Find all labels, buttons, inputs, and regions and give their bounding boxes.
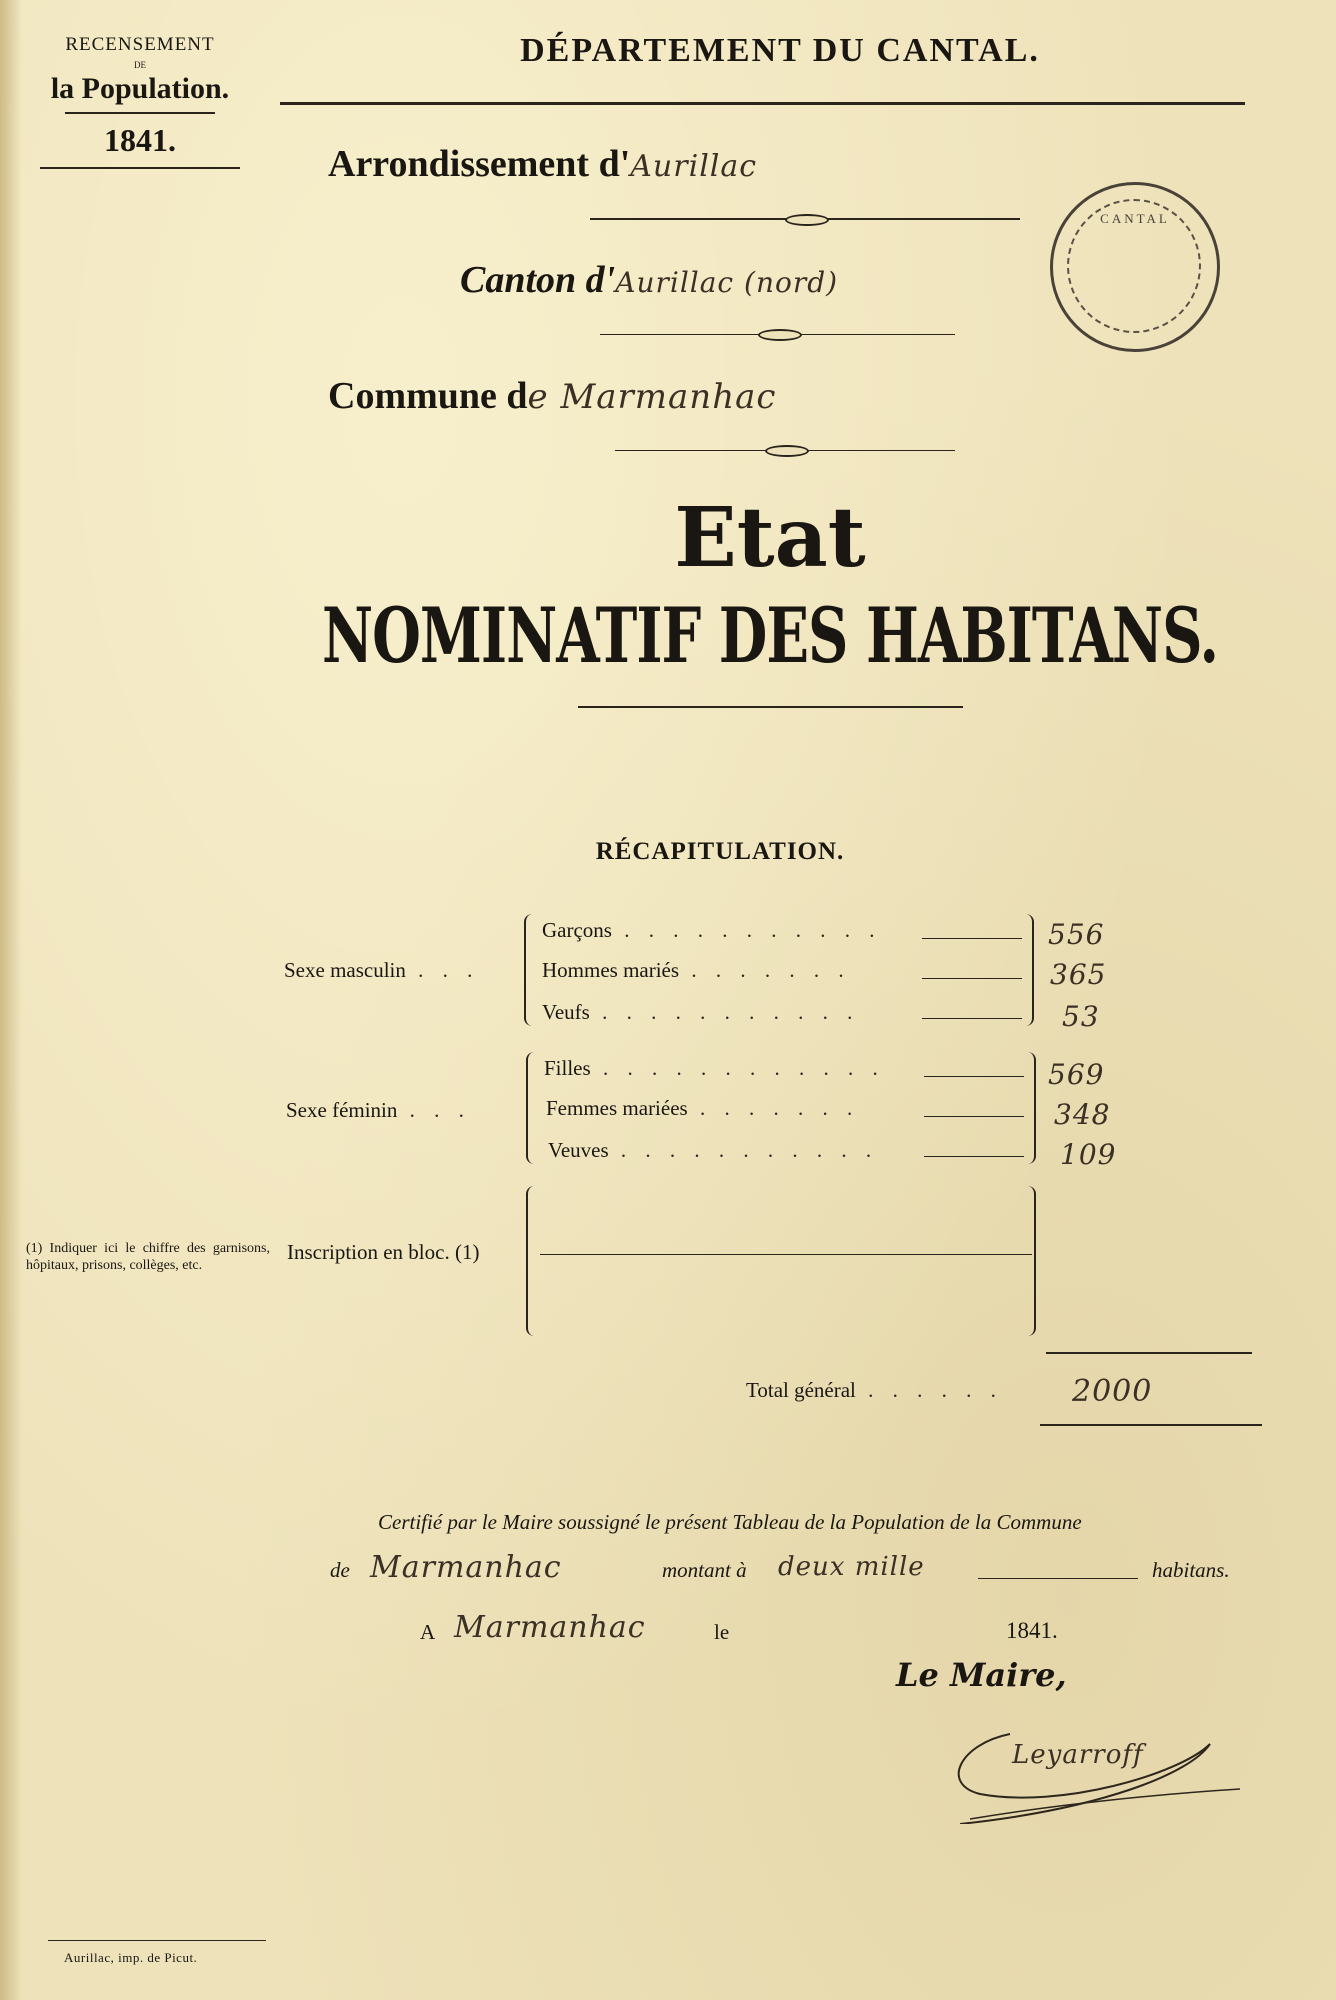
stamp-text: CANTAL: [1100, 211, 1170, 226]
commune-label: Commune d: [328, 375, 528, 417]
garcons-line: [922, 938, 1022, 939]
cert-blank-line: [978, 1578, 1138, 1579]
sexe-feminin-text: Sexe féminin: [286, 1098, 398, 1122]
imprint: Aurillac, imp. de Picut.: [64, 1950, 198, 1965]
sexe-masculin-text: Sexe masculin: [284, 958, 406, 982]
cert-amount: deux mille: [778, 1552, 925, 1582]
veufs-label: Veufs: [542, 1000, 590, 1024]
bloc-line: [540, 1254, 1032, 1255]
veuves-label: Veuves: [548, 1138, 609, 1162]
veufs-row: Veufs . . . . . . . . . . .: [542, 1000, 860, 1024]
cert-le: le: [714, 1620, 730, 1644]
masculin-right-brace: [1022, 914, 1034, 1026]
cert-year: 1841.: [1006, 1618, 1058, 1643]
departement-title: DÉPARTEMENT DU CANTAL.: [520, 32, 1040, 69]
arrondissement-ornament: [590, 218, 1020, 220]
filles-value: 569: [1048, 1058, 1105, 1091]
title-rule: [578, 706, 963, 708]
veufs-line: [922, 1018, 1022, 1019]
certification-line1: Certifié par le Maire soussigné le présent Tableau de la Population de la Commune: [378, 1510, 1082, 1534]
certification-place-line: [420, 1612, 1120, 1656]
sexe-masculin-label: Sexe masculin . . .: [284, 958, 480, 982]
total-row: Total général . . . . . .: [746, 1378, 1003, 1402]
bloc-right-brace: [1024, 1186, 1036, 1336]
canton-value: Aurillac (nord): [615, 266, 839, 299]
bloc-footnote: (1) Indiquer ici le chiffre des garnisons, hôpitaux, prisons, collèges, etc.: [26, 1241, 270, 1273]
cert-a: A: [420, 1620, 436, 1644]
femmes-mariees-value: 348: [1054, 1098, 1111, 1131]
corner-header: [30, 34, 250, 169]
canton-ornament: [600, 334, 955, 335]
commune-ornament: [615, 450, 955, 451]
arrondissement-value: Aurillac: [630, 149, 758, 184]
feminin-left-brace: [526, 1052, 538, 1164]
total-rule-top: [1046, 1352, 1252, 1354]
femmes-mariees-label: Femmes mariées: [546, 1096, 688, 1120]
veuves-value: 109: [1060, 1138, 1117, 1171]
imprint-rule: [48, 1940, 266, 1941]
veuves-row: Veuves . . . . . . . . . . .: [548, 1138, 879, 1162]
commune-line: [328, 374, 776, 418]
canton-label: Canton d': [460, 259, 616, 301]
departement-rule: [280, 102, 1245, 105]
arrondissement-line: [328, 142, 757, 186]
total-rule-bottom: [1040, 1424, 1262, 1426]
sexe-feminin-label: Sexe féminin . . .: [286, 1098, 471, 1122]
hommes-maries-value: 365: [1050, 958, 1107, 991]
certification-line2: [330, 1550, 1240, 1594]
garcons-row: Garçons . . . . . . . . . . .: [542, 918, 882, 942]
arrondissement-label: Arrondissement d': [328, 143, 631, 185]
title-etat: Etat: [674, 490, 866, 586]
garcons-label: Garçons: [542, 918, 612, 942]
total-value: 2000: [1072, 1374, 1153, 1409]
femmes-mariees-line: [924, 1116, 1024, 1117]
veufs-value: 53: [1062, 1000, 1100, 1033]
veuves-line: [924, 1156, 1024, 1157]
masculin-left-brace: [524, 914, 536, 1026]
binding-edge: [0, 0, 22, 2000]
recensement-label: RECENSEMENT: [65, 34, 215, 55]
cert-montant: montant à: [662, 1558, 747, 1582]
corner-rule-bottom: [40, 167, 240, 169]
maire-signature: [940, 1714, 1240, 1824]
filles-line: [924, 1076, 1024, 1077]
de-label: DE: [134, 60, 146, 70]
cert-de: de: [330, 1558, 350, 1582]
title-nominatif: NOMINATIF DES HABITANS.: [321, 592, 1219, 682]
cert-commune: Marmanhac: [370, 1550, 562, 1585]
hommes-maries-line: [922, 978, 1022, 979]
canton-line: [460, 258, 838, 302]
inscription-bloc-label: Inscription en bloc. (1): [287, 1240, 480, 1264]
filles-row: Filles . . . . . . . . . . . .: [544, 1056, 885, 1080]
la-population-label: la Population.: [50, 72, 230, 105]
garcons-value: 556: [1048, 918, 1105, 951]
bloc-left-brace: [526, 1186, 538, 1336]
signature-text: Leyarroff: [1012, 1740, 1144, 1770]
le-maire-label: Le Maire,: [896, 1656, 1067, 1694]
hommes-maries-label: Hommes mariés: [542, 958, 680, 982]
cert-habitants: habitans.: [1152, 1558, 1230, 1582]
cert-place: Marmanhac: [454, 1610, 646, 1645]
total-label: Total général: [746, 1378, 856, 1402]
official-stamp: [1050, 182, 1220, 352]
recap-heading: RÉCAPITULATION.: [595, 838, 845, 865]
census-year: 1841.: [104, 122, 176, 158]
commune-value: e Marmanhac: [527, 377, 777, 417]
femmes-mariees-row: Femmes mariées . . . . . . .: [546, 1096, 860, 1120]
filles-label: Filles: [544, 1056, 591, 1080]
hommes-maries-row: Hommes mariés . . . . . . .: [542, 958, 851, 982]
feminin-right-brace: [1024, 1052, 1036, 1164]
corner-rule: [65, 112, 215, 114]
